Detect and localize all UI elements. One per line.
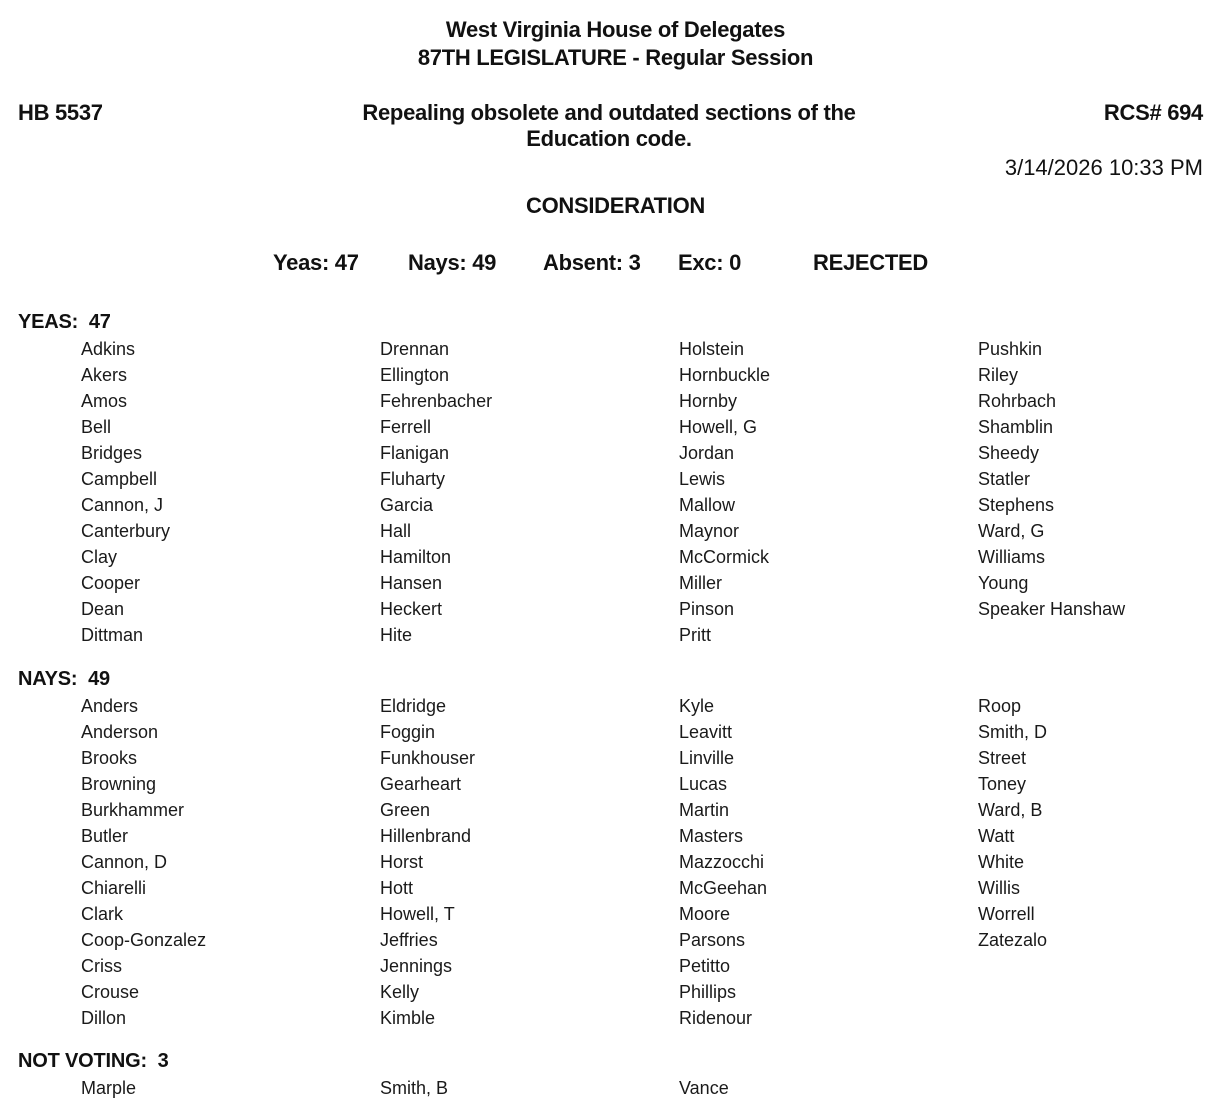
member-name: Miller xyxy=(679,573,722,593)
member-name: Shamblin xyxy=(978,417,1054,437)
vote-result: REJECTED xyxy=(813,250,928,275)
member-name: Drennan xyxy=(380,339,450,359)
chamber-title: West Virginia House of Delegates xyxy=(445,17,786,42)
not-voting-label: NOT VOTING: 3 xyxy=(18,1050,169,1072)
member-name: Flanigan xyxy=(380,443,450,463)
member-name: Coop-Gonzalez xyxy=(81,930,207,950)
not-voting-list xyxy=(81,1075,1231,1101)
member-name: Smith, B xyxy=(380,1078,449,1098)
member-name: Lucas xyxy=(679,774,728,794)
member-name: Hall xyxy=(380,521,412,541)
member-name: Bridges xyxy=(81,443,143,463)
member-name: Mallow xyxy=(679,495,736,515)
member-name: Jeffries xyxy=(380,930,438,950)
member-name: Street xyxy=(978,748,1027,768)
member-name: Clay xyxy=(81,547,118,567)
member-name: Crouse xyxy=(81,982,140,1002)
member-name: Ferrell xyxy=(380,417,432,437)
member-name: Jennings xyxy=(380,956,453,976)
member-name: Petitto xyxy=(679,956,731,976)
member-name: Clark xyxy=(81,904,124,924)
member-name: Toney xyxy=(978,774,1027,794)
member-name: McCormick xyxy=(679,547,769,567)
member-name: Kyle xyxy=(679,696,715,716)
roll-call-number: RCS# 694 xyxy=(1103,100,1203,125)
member-name: Hamilton xyxy=(380,547,452,567)
member-name: Bell xyxy=(81,417,112,437)
member-name: Riley xyxy=(978,365,1019,385)
member-name: Linville xyxy=(679,748,735,768)
member-name: Browning xyxy=(81,774,157,794)
member-name: Roop xyxy=(978,696,1022,716)
yeas-count: Yeas: 47 xyxy=(273,250,359,275)
member-name: Burkhammer xyxy=(81,800,185,820)
member-name: Hott xyxy=(380,878,414,898)
bill-description: Repealing obsolete and outdated sections of the Education code. xyxy=(362,100,856,151)
member-name: Ward, B xyxy=(978,800,1043,820)
member-name: Ward, G xyxy=(978,521,1045,541)
member-name: Martin xyxy=(679,800,730,820)
member-name: Young xyxy=(978,573,1029,593)
member-name: Pritt xyxy=(679,625,712,645)
member-name: Worrell xyxy=(978,904,1035,924)
member-name: Smith, D xyxy=(978,722,1048,742)
member-name: Willis xyxy=(978,878,1020,898)
member-name: Stephens xyxy=(978,495,1055,515)
member-name: Amos xyxy=(81,391,128,411)
member-name: Akers xyxy=(81,365,128,385)
member-name: Adkins xyxy=(81,339,136,359)
member-name: Zatezalo xyxy=(978,930,1048,950)
nays-label: NAYS: 49 xyxy=(18,668,110,690)
member-name: Sheedy xyxy=(978,443,1040,463)
member-name: Pushkin xyxy=(978,339,1043,359)
member-name: Fluharty xyxy=(380,469,446,489)
member-name: Ellington xyxy=(380,365,450,385)
yeas-label: YEAS: 47 xyxy=(18,311,111,333)
member-name: Horst xyxy=(380,852,424,872)
session-title: 87TH LEGISLATURE - Regular Session xyxy=(417,45,814,70)
member-name: Chiarelli xyxy=(81,878,147,898)
action-type: CONSIDERATION xyxy=(525,193,706,218)
member-name: Parsons xyxy=(679,930,746,950)
member-name: Fehrenbacher xyxy=(380,391,493,411)
member-name: Statler xyxy=(978,469,1031,489)
excused-count: Exc: 0 xyxy=(678,250,742,275)
member-name: Cannon, J xyxy=(81,495,164,515)
member-name: Jordan xyxy=(679,443,735,463)
member-name: Masters xyxy=(679,826,744,846)
member-name: Phillips xyxy=(679,982,737,1002)
member-name: Brooks xyxy=(81,748,138,768)
member-name: Vance xyxy=(679,1078,729,1098)
member-name: Watt xyxy=(978,826,1015,846)
member-name: Dean xyxy=(81,599,125,619)
member-name: Dillon xyxy=(81,1008,127,1028)
member-name: Butler xyxy=(81,826,129,846)
absent-count: Absent: 3 xyxy=(543,250,641,275)
member-name: Rohrbach xyxy=(978,391,1057,411)
member-name: Williams xyxy=(978,547,1045,567)
bill-number: HB 5537 xyxy=(18,100,103,125)
member-name: Lewis xyxy=(679,469,726,489)
member-name: Speaker Hanshaw xyxy=(978,599,1126,619)
member-name: Cannon, D xyxy=(81,852,168,872)
member-name: Kelly xyxy=(380,982,420,1002)
member-name: Eldridge xyxy=(380,696,447,716)
member-name: Canterbury xyxy=(81,521,171,541)
member-name: Gearheart xyxy=(380,774,462,794)
member-name: Howell, T xyxy=(380,904,455,924)
member-name: Campbell xyxy=(81,469,158,489)
member-name: Marple xyxy=(81,1078,137,1098)
member-name: Green xyxy=(380,800,431,820)
member-name: Criss xyxy=(81,956,122,976)
member-name: Funkhouser xyxy=(380,748,476,768)
member-name: Anderson xyxy=(81,722,159,742)
member-name: Mazzocchi xyxy=(679,852,765,872)
member-name: Hillenbrand xyxy=(380,826,472,846)
member-name: Hornby xyxy=(679,391,738,411)
member-name: Maynor xyxy=(679,521,740,541)
member-name: White xyxy=(978,852,1025,872)
member-name: Moore xyxy=(679,904,731,924)
nays-list xyxy=(81,693,1231,1031)
member-name: McGeehan xyxy=(679,878,768,898)
member-name: Hansen xyxy=(380,573,443,593)
member-name: Pinson xyxy=(679,599,735,619)
member-name: Holstein xyxy=(679,339,745,359)
member-name: Anders xyxy=(81,696,139,716)
member-name: Howell, G xyxy=(679,417,758,437)
member-name: Kimble xyxy=(380,1008,436,1028)
member-name: Dittman xyxy=(81,625,144,645)
member-name: Garcia xyxy=(380,495,434,515)
member-name: Ridenour xyxy=(679,1008,753,1028)
nays-count: Nays: 49 xyxy=(408,250,497,275)
member-name: Hornbuckle xyxy=(679,365,771,385)
member-name: Heckert xyxy=(380,599,443,619)
member-name: Foggin xyxy=(380,722,436,742)
member-name: Leavitt xyxy=(679,722,733,742)
yeas-list xyxy=(81,336,1231,648)
member-name: Cooper xyxy=(81,573,141,593)
member-name: Hite xyxy=(380,625,413,645)
vote-datetime: 3/14/2026 10:33 PM xyxy=(1004,155,1203,180)
